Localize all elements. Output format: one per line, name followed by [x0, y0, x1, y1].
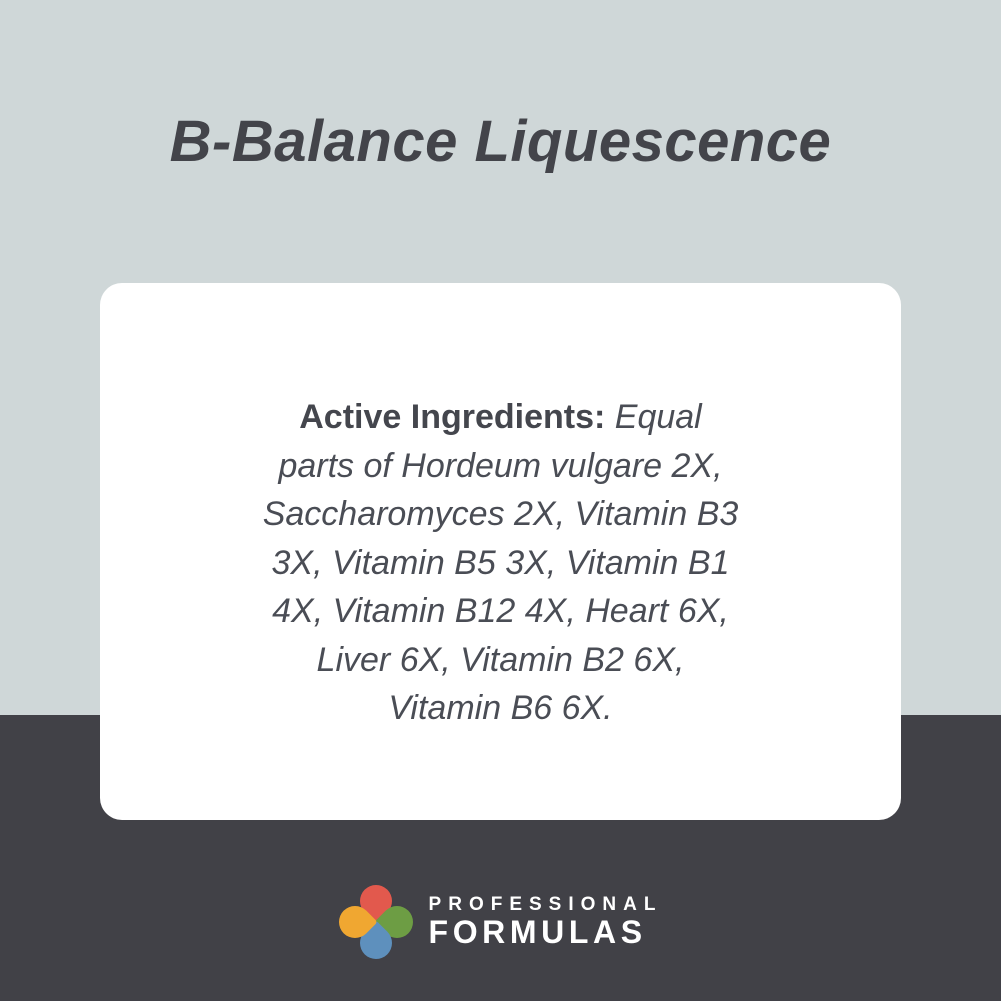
brand-name-line2: FORMULAS: [428, 914, 647, 951]
ingredients-label: Active Ingredients:: [299, 398, 606, 436]
ingredients-line-3: Saccharomyces 2X, Vitamin B3: [262, 495, 739, 533]
product-title: B-Balance Liquescence: [169, 109, 832, 174]
brand-logo: [0, 885, 1001, 959]
ingredients-line-1: Equal: [605, 398, 702, 436]
ingredients-text: [140, 393, 861, 733]
ingredients-line-7: Vitamin B6 6X.: [388, 689, 613, 727]
brand-wordmark: [429, 894, 663, 949]
ingredients-line-6: Liver 6X, Vitamin B2 6X,: [316, 640, 685, 679]
ingredients-line-5: 4X, Vitamin B12 4X, Heart 6X,: [272, 592, 729, 630]
brand-name-line1: PROFESSIONAL: [428, 894, 663, 916]
ingredients-line-4: 3X, Vitamin B5 3X, Vitamin B1: [271, 543, 730, 582]
ingredients-line-2: parts of Hordeum vulgare 2X,: [278, 446, 723, 485]
ingredients-card: [100, 283, 901, 820]
clover-icon: [339, 885, 413, 959]
